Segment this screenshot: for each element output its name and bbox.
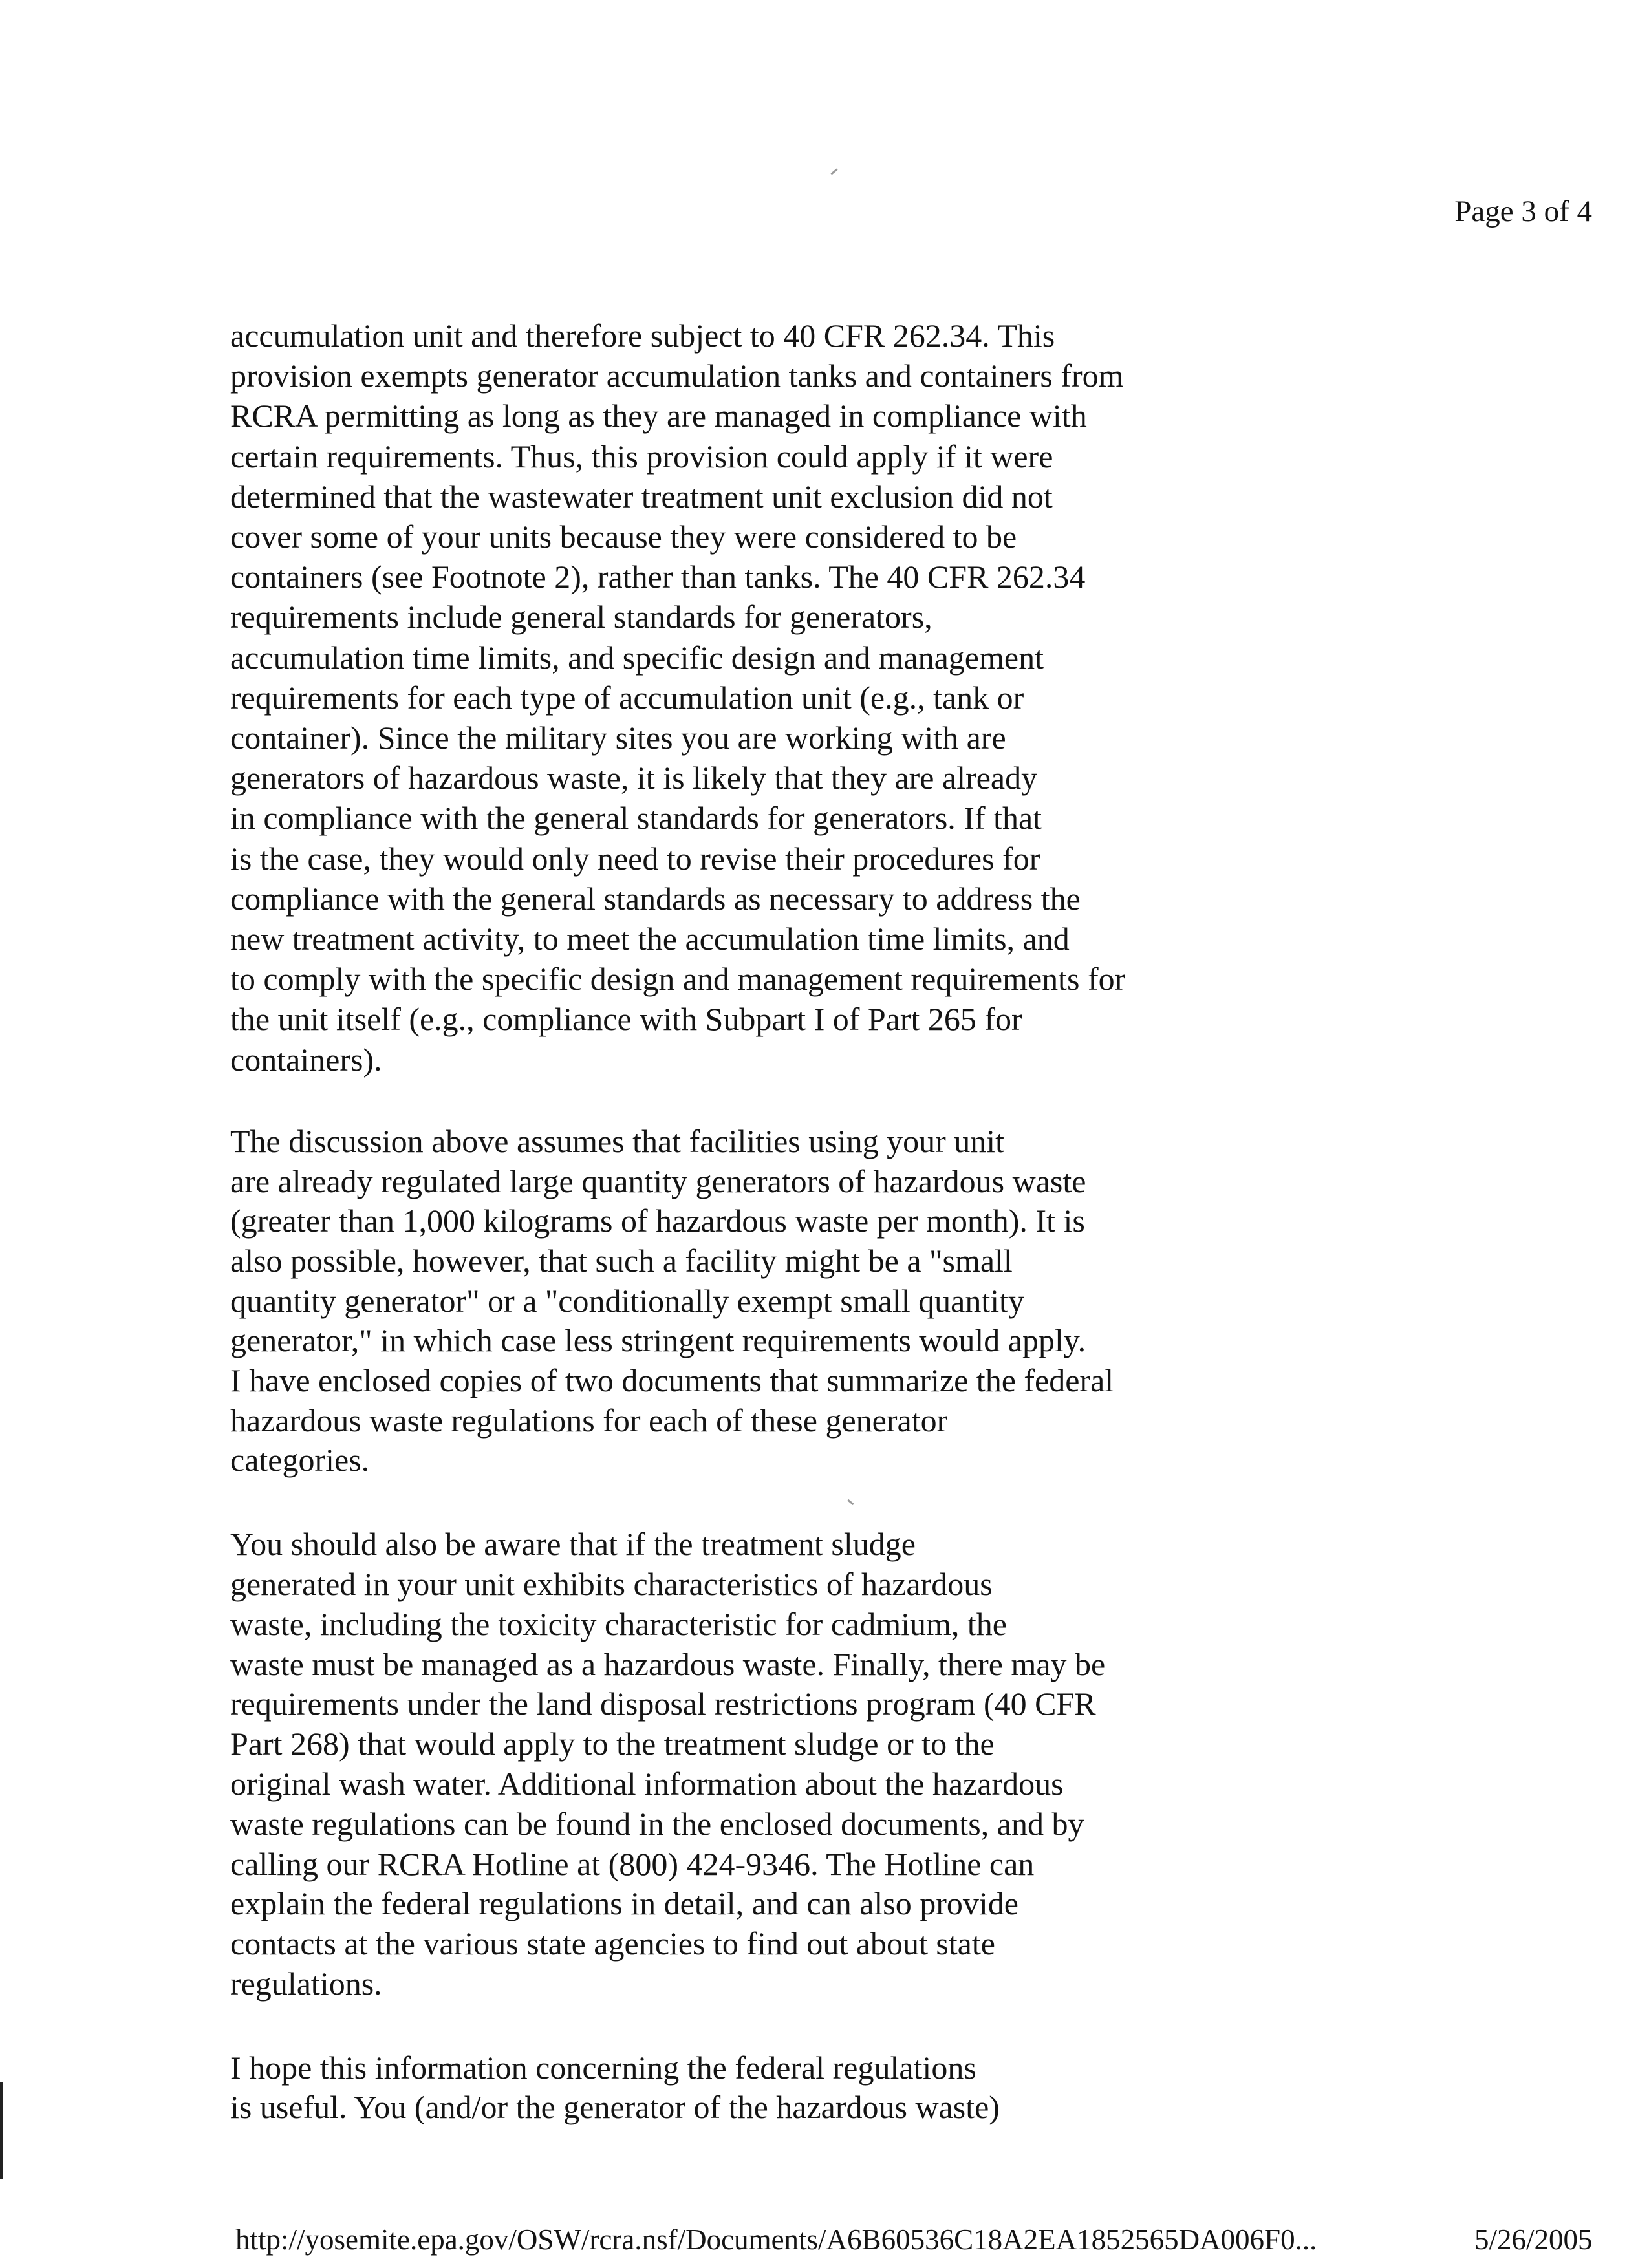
- text-line: to comply with the specific design and management requirements for: [230, 961, 1126, 998]
- text-line: are already regulated large quantity generators of hazardous waste: [230, 1162, 1086, 1199]
- text-line: also possible, however, that such a facility might be a "small: [230, 1242, 1013, 1279]
- text-line: You should also be aware that if the treatment sludge: [230, 1526, 916, 1563]
- footer-url: http://yosemite.epa.gov/OSW/rcra.nsf/Documents/A6B60536C18A2EA1852565DA006F0...: [235, 2223, 1317, 2256]
- text-line: accumulation time limits, and specific design and management: [230, 639, 1044, 676]
- text-line: in compliance with the general standards for generators. If that: [230, 800, 1042, 837]
- text-line: determined that the wastewater treatment unit exclusion did not: [230, 478, 1053, 515]
- text-line: calling our RCRA Hotline at (800) 424-9346. The Hotline can: [230, 1845, 1035, 1882]
- text-line: waste regulations can be found in the enclosed documents, and by: [230, 1805, 1084, 1842]
- scan-edge-mark: [0, 2082, 3, 2179]
- text-line: The discussion above assumes that facilities using your unit: [230, 1122, 1005, 1159]
- text-line: I have enclosed copies of two documents that summarize the federal: [230, 1362, 1114, 1399]
- paragraph-accumulation: [230, 316, 1291, 1080]
- text-line: generated in your unit exhibits characteristics of hazardous: [230, 1565, 993, 1602]
- text-line: provision exempts generator accumulation tanks and containers from: [230, 358, 1124, 394]
- text-line: (greater than 1,000 kilograms of hazardous waste per month). It is: [230, 1203, 1085, 1239]
- text-line: contacts at the various state agencies to find out about state: [230, 1925, 995, 1962]
- text-line: is useful. You (and/or the generator of the hazardous waste): [230, 2089, 1000, 2126]
- text-line: requirements under the land disposal restrictions program (40 CFR: [230, 1685, 1096, 1722]
- paragraph-treatment-sludge: [230, 1524, 1291, 2004]
- page-number: Page 3 of 4: [1454, 195, 1592, 228]
- text-line: quantity generator" or a "conditionally exempt small quantity: [230, 1282, 1025, 1319]
- text-line: is the case, they would only need to revise their procedures for: [230, 840, 1040, 877]
- text-line: generators of hazardous waste, it is likely that they are already: [230, 760, 1038, 797]
- footer-date: 5/26/2005: [1474, 2223, 1593, 2256]
- text-line: requirements for each type of accumulation unit (e.g., tank or: [230, 679, 1024, 716]
- text-line: containers (see Footnote 2), rather than tanks. The 40 CFR 262.34: [230, 559, 1086, 595]
- text-line: waste, including the toxicity characteristic for cadmium, the: [230, 1605, 1007, 1642]
- text-line: original wash water. Additional information about the hazardous: [230, 1765, 1064, 1802]
- text-line: generator," in which case less stringent requirements would apply.: [230, 1322, 1086, 1359]
- text-line: hazardous waste regulations for each of these generator: [230, 1402, 948, 1439]
- text-line: explain the federal regulations in detail, and can also provide: [230, 1885, 1018, 1922]
- scan-speck: [830, 168, 837, 175]
- text-line: compliance with the general standards as necessary to address the: [230, 880, 1081, 917]
- text-line: RCRA permitting as long as they are managed in compliance with: [230, 398, 1087, 434]
- text-line: regulations.: [230, 1965, 382, 2002]
- text-line: new treatment activity, to meet the accumulation time limits, and: [230, 921, 1070, 957]
- text-line: cover some of your units because they were considered to be: [230, 519, 1017, 555]
- text-line: container). Since the military sites you are working with are: [230, 720, 1006, 756]
- text-line: accumulation unit and therefore subject to 40 CFR 262.34. This: [230, 317, 1055, 354]
- text-line: I hope this information concerning the federal regulations: [230, 2049, 976, 2086]
- text-line: requirements include general standards for generators,: [230, 599, 932, 636]
- text-line: Part 268) that would apply to the treatment sludge or to the: [230, 1726, 995, 1762]
- text-line: certain requirements. Thus, this provision could apply if it were: [230, 438, 1053, 475]
- letter-body: [230, 316, 1291, 2128]
- paragraph-generator-categories: [230, 1122, 1291, 1481]
- text-line: categories.: [230, 1442, 370, 1479]
- text-line: containers).: [230, 1041, 382, 1078]
- page-footer: [235, 2223, 1593, 2256]
- paragraph-closing: [230, 2048, 1291, 2128]
- text-line: waste must be managed as a hazardous waste. Finally, there may be: [230, 1645, 1106, 1682]
- text-line: the unit itself (e.g., compliance with Subpart I of Part 265 for: [230, 1001, 1022, 1038]
